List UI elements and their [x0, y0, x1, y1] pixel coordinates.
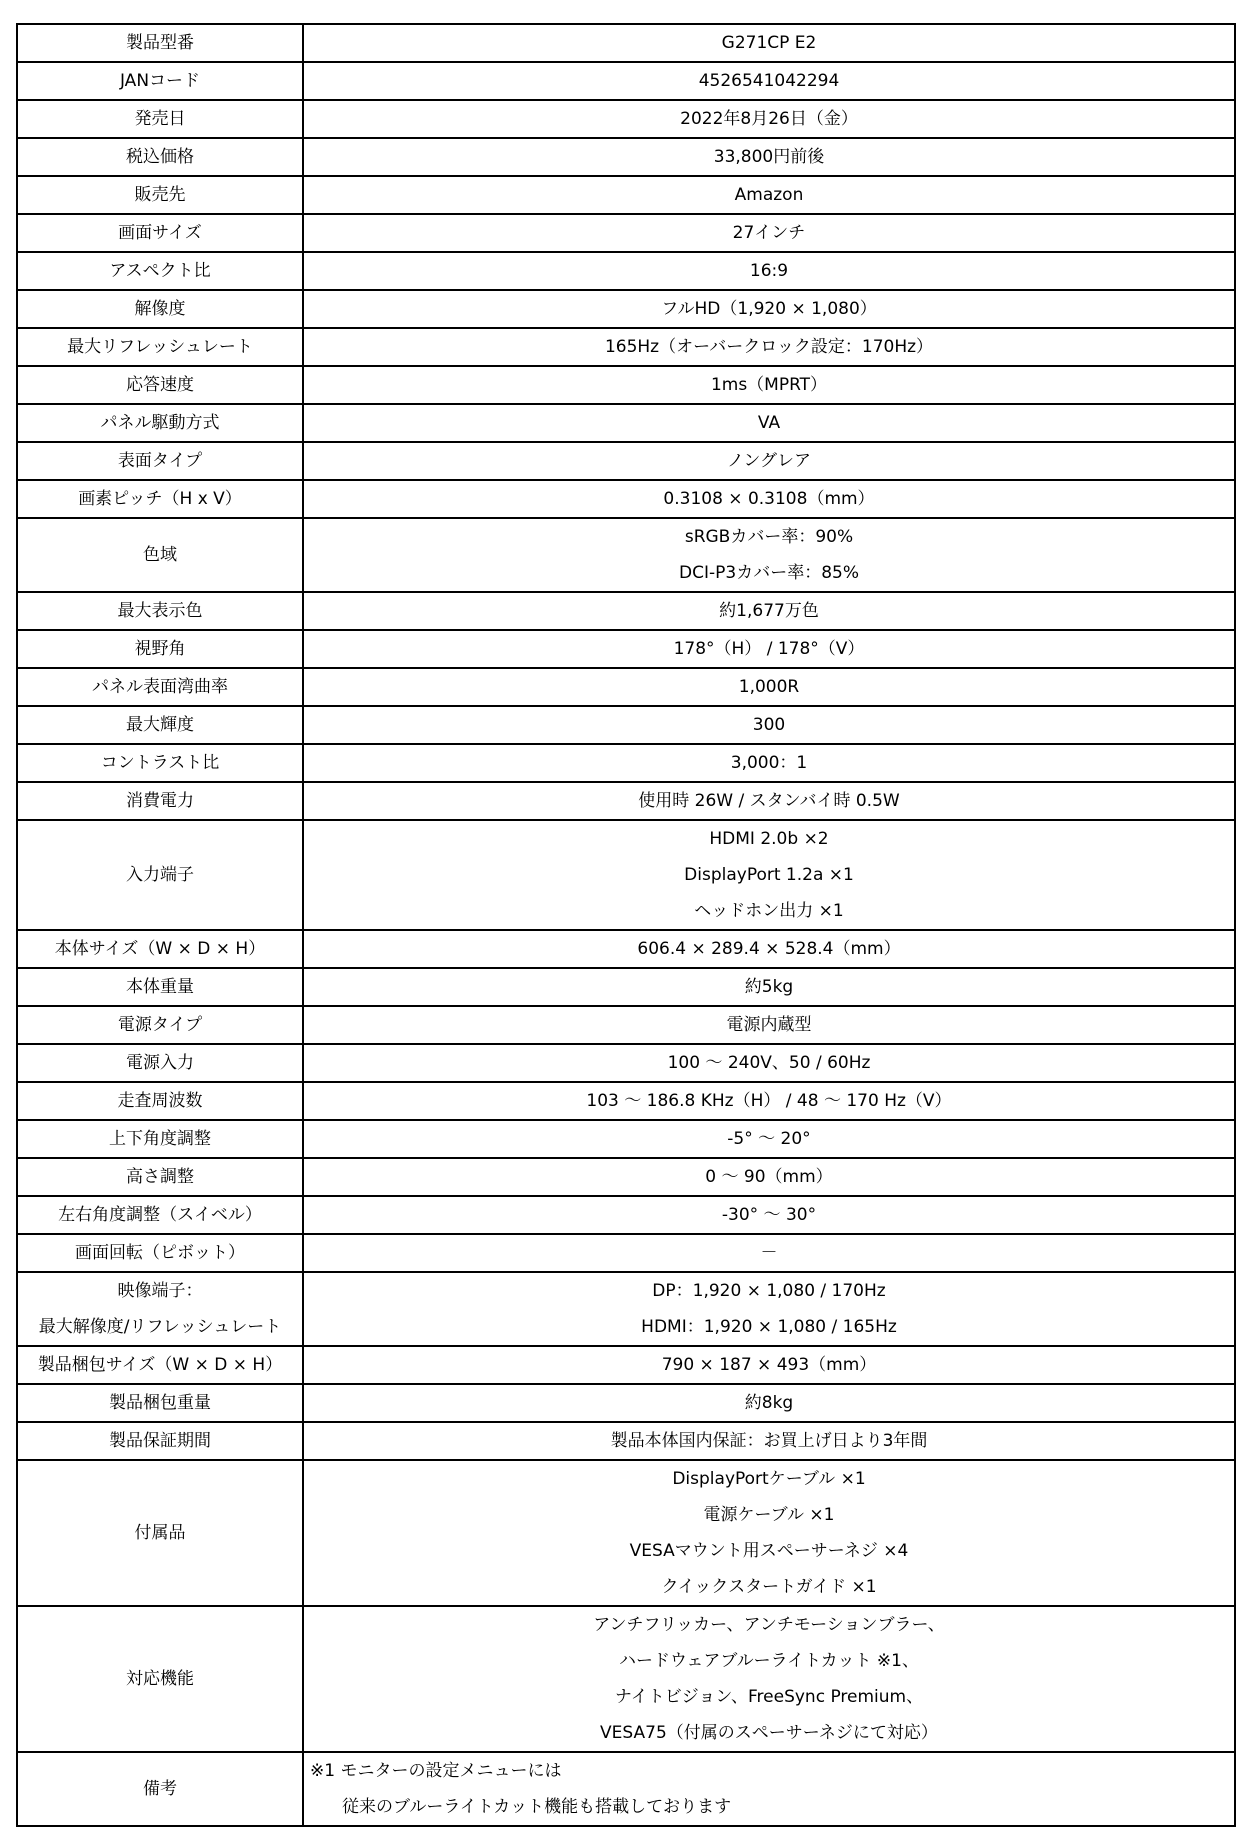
- spec-row: [17, 1272, 1235, 1346]
- spec-value: 165Hz（オーバークロック設定：170Hz）: [604, 337, 934, 357]
- spec-value: フルHD（1,920 × 1,080）: [661, 299, 877, 319]
- spec-value-cell: [303, 518, 1235, 592]
- spec-row: [17, 24, 1235, 62]
- spec-label-cell: [17, 1384, 303, 1422]
- spec-label: 本体重量: [126, 977, 194, 997]
- spec-value: 約5kg: [744, 977, 794, 997]
- spec-row: [17, 518, 1235, 592]
- spec-label-cell: [17, 1044, 303, 1082]
- spec-row: [17, 480, 1235, 518]
- spec-value-cell: [303, 1384, 1235, 1422]
- spec-row: [17, 290, 1235, 328]
- spec-label-cell: [17, 1196, 303, 1234]
- spec-label-cell: [17, 214, 303, 252]
- spec-value: -30° ～ 30°: [721, 1205, 817, 1225]
- spec-row: [17, 592, 1235, 630]
- spec-value: 790 × 187 × 493（mm）: [661, 1355, 877, 1375]
- spec-label: 製品梱包重量: [109, 1393, 211, 1413]
- spec-row: [17, 1006, 1235, 1044]
- spec-value: 使用時 26W / スタンバイ時 0.5W: [638, 791, 900, 811]
- spec-label-cell: [17, 252, 303, 290]
- spec-value: 27インチ: [732, 223, 806, 243]
- spec-value-cell: [303, 782, 1235, 820]
- spec-value-cell: [303, 630, 1235, 668]
- spec-row: [17, 62, 1235, 100]
- spec-label-cell: [17, 1460, 303, 1606]
- spec-value: HDMI 2.0b ×2: [709, 829, 829, 849]
- spec-value: 2022年8月26日（金）: [680, 109, 858, 129]
- spec-value-cell: [303, 668, 1235, 706]
- spec-label: 販売先: [134, 185, 186, 205]
- spec-value-cell: [303, 1158, 1235, 1196]
- spec-value-cell: [303, 480, 1235, 518]
- spec-label-cell: [17, 1082, 303, 1120]
- spec-value: VESAマウント用スペーサーネジ ×4: [629, 1541, 909, 1561]
- spec-value-cell: [303, 366, 1235, 404]
- spec-value-cell: [303, 1082, 1235, 1120]
- spec-row: [17, 1234, 1235, 1272]
- spec-label: 税込価格: [126, 147, 194, 167]
- spec-label: 消費電力: [126, 791, 194, 811]
- spec-value: ノングレア: [727, 451, 811, 471]
- spec-value-cell: [303, 1606, 1235, 1752]
- spec-row: [17, 1384, 1235, 1422]
- spec-label: 本体サイズ（W × D × H）: [54, 939, 266, 959]
- spec-label: 電源タイプ: [117, 1015, 203, 1035]
- spec-label: 製品梱包サイズ（W × D × H）: [37, 1355, 283, 1375]
- spec-label-cell: [17, 1234, 303, 1272]
- spec-row: [17, 328, 1235, 366]
- spec-row: [17, 214, 1235, 252]
- spec-label-cell: [17, 24, 303, 62]
- spec-value: 3,000：1: [730, 753, 808, 773]
- spec-value: 4526541042294: [698, 71, 840, 91]
- spec-value: 16:9: [749, 261, 789, 281]
- spec-row: [17, 1346, 1235, 1384]
- spec-label-cell: [17, 1158, 303, 1196]
- spec-row: [17, 820, 1235, 930]
- spec-value-cell: [303, 1006, 1235, 1044]
- spec-value-cell: [303, 706, 1235, 744]
- spec-row: [17, 1158, 1235, 1196]
- spec-label: 表面タイプ: [117, 451, 203, 471]
- spec-label-cell: [17, 100, 303, 138]
- spec-label-cell: [17, 968, 303, 1006]
- spec-value-cell: [303, 820, 1235, 930]
- spec-row: [17, 706, 1235, 744]
- spec-label: 左右角度調整（スイベル）: [58, 1205, 262, 1225]
- spec-label: 発売日: [134, 109, 186, 129]
- spec-row: [17, 176, 1235, 214]
- spec-label-cell: [17, 1752, 303, 1826]
- spec-row: [17, 442, 1235, 480]
- spec-value-cell: [303, 100, 1235, 138]
- spec-row: [17, 782, 1235, 820]
- spec-value: 100 ～ 240V、50 / 60Hz: [667, 1053, 871, 1073]
- spec-label: 画面サイズ: [118, 223, 202, 243]
- spec-row: [17, 668, 1235, 706]
- spec-value: 606.4 × 289.4 × 528.4（mm）: [637, 939, 901, 959]
- spec-value-cell: [303, 930, 1235, 968]
- spec-row: [17, 1460, 1235, 1606]
- spec-value-cell: [303, 442, 1235, 480]
- spec-label-cell: [17, 592, 303, 630]
- spec-value-cell: [303, 1044, 1235, 1082]
- spec-value-cell: [303, 1346, 1235, 1384]
- spec-value-cell: [303, 62, 1235, 100]
- spec-value: 0 ～ 90（mm）: [705, 1167, 833, 1187]
- spec-label: 画面回転（ピボット）: [75, 1243, 245, 1263]
- spec-value-cell: [303, 592, 1235, 630]
- spec-label: 付属品: [134, 1523, 186, 1543]
- spec-label-cell: [17, 930, 303, 968]
- spec-value: -5° ～ 20°: [727, 1129, 811, 1149]
- spec-row: [17, 1752, 1235, 1826]
- spec-value-cell: [303, 1196, 1235, 1234]
- spec-label: JANコード: [119, 71, 201, 91]
- spec-label-cell: [17, 138, 303, 176]
- spec-label: 入力端子: [126, 865, 194, 885]
- spec-value-cell: [303, 328, 1235, 366]
- spec-label: パネル表面湾曲率: [92, 677, 228, 697]
- spec-label: 高さ調整: [126, 1167, 194, 1187]
- spec-label-cell: [17, 328, 303, 366]
- spec-value: ハードウェアブルーライトカット ※1、: [619, 1651, 919, 1671]
- spec-value: 178°（H） / 178°（V）: [673, 639, 865, 659]
- spec-label: 最大表示色: [117, 601, 203, 621]
- spec-value: Amazon: [734, 185, 804, 205]
- spec-row: [17, 930, 1235, 968]
- spec-value-cell: [303, 1272, 1235, 1346]
- spec-value: DP：1,920 × 1,080 / 170Hz: [652, 1281, 886, 1301]
- spec-value: ※1 モニターの設定メニューには: [310, 1761, 562, 1781]
- spec-table: [16, 23, 1236, 1827]
- spec-value: DisplayPort 1.2a ×1: [684, 865, 854, 885]
- spec-value: VESA75（付属のスペーサーネジにて対応）: [600, 1723, 938, 1743]
- spec-label-cell: [17, 366, 303, 404]
- spec-label: 対応機能: [126, 1669, 194, 1689]
- spec-value: DCI-P3カバー率：85%: [679, 563, 859, 583]
- spec-row: [17, 404, 1235, 442]
- spec-label-cell: [17, 630, 303, 668]
- spec-label-cell: [17, 442, 303, 480]
- spec-row: [17, 252, 1235, 290]
- spec-row: [17, 1082, 1235, 1120]
- spec-label-cell: [17, 820, 303, 930]
- spec-label-cell: [17, 782, 303, 820]
- spec-label: 画素ピッチ（H x V）: [78, 489, 242, 509]
- spec-label-cell: [17, 1120, 303, 1158]
- spec-label-cell: [17, 290, 303, 328]
- spec-value-cell: [303, 1234, 1235, 1272]
- spec-value: ヘッドホン出力 ×1: [694, 901, 844, 921]
- spec-value: VA: [757, 413, 781, 433]
- spec-label-cell: [17, 1346, 303, 1384]
- spec-value: HDMI：1,920 × 1,080 / 165Hz: [641, 1317, 897, 1337]
- spec-label-cell: [17, 404, 303, 442]
- spec-value-cell: [303, 1460, 1235, 1606]
- spec-value: 1,000R: [738, 677, 800, 697]
- spec-label: 電源入力: [126, 1053, 194, 1073]
- spec-value-cell: [303, 968, 1235, 1006]
- spec-value: 約8kg: [744, 1393, 794, 1413]
- spec-label: アスペクト比: [109, 261, 211, 281]
- spec-label-cell: [17, 176, 303, 214]
- spec-value: sRGBカバー率：90%: [684, 527, 854, 547]
- spec-value-cell: [303, 138, 1235, 176]
- spec-value-cell: [303, 404, 1235, 442]
- spec-value: 1ms（MPRT）: [710, 375, 828, 395]
- spec-value: ナイトビジョン、FreeSync Premium、: [614, 1687, 924, 1707]
- spec-value: 300: [752, 715, 786, 735]
- spec-label: 色域: [143, 545, 177, 565]
- spec-value-cell: [303, 1752, 1235, 1826]
- spec-value: 製品本体国内保証：お買上げ日より3年間: [610, 1431, 928, 1451]
- spec-row: [17, 744, 1235, 782]
- spec-value: 約1,677万色: [719, 601, 819, 621]
- spec-value: アンチフリッカー、アンチモーションブラー、: [593, 1615, 945, 1635]
- spec-label: 最大リフレッシュレート: [67, 337, 253, 357]
- spec-value-cell: [303, 176, 1235, 214]
- spec-value-cell: [303, 24, 1235, 62]
- spec-row: [17, 1422, 1235, 1460]
- spec-label: 解像度: [134, 299, 186, 319]
- spec-label: 最大輝度: [126, 715, 194, 735]
- spec-value: G271CP E2: [721, 33, 817, 53]
- spec-label-cell: [17, 1422, 303, 1460]
- spec-row: [17, 366, 1235, 404]
- spec-label: 上下角度調整: [109, 1129, 211, 1149]
- spec-label-cell: [17, 62, 303, 100]
- spec-label-cell: [17, 1006, 303, 1044]
- spec-label-cell: [17, 744, 303, 782]
- spec-label-cell: [17, 480, 303, 518]
- spec-value: －: [760, 1243, 778, 1263]
- spec-value-cell: [303, 744, 1235, 782]
- spec-label: 備考: [143, 1779, 177, 1799]
- spec-value: 電源ケーブル ×1: [703, 1505, 835, 1525]
- spec-label: 製品保証期間: [109, 1431, 211, 1451]
- spec-value: 0.3108 × 0.3108（mm）: [663, 489, 875, 509]
- spec-row: [17, 1120, 1235, 1158]
- spec-value: 33,800円前後: [713, 147, 825, 167]
- spec-label-cell: [17, 518, 303, 592]
- spec-value: 従来のブルーライトカット機能も搭載しております: [342, 1797, 732, 1817]
- spec-value: DisplayPortケーブル ×1: [672, 1469, 866, 1489]
- spec-row: [17, 968, 1235, 1006]
- spec-label: コントラスト比: [100, 753, 220, 773]
- spec-value-cell: [303, 214, 1235, 252]
- spec-label: パネル駆動方式: [100, 413, 220, 433]
- spec-label: 応答速度: [126, 375, 194, 395]
- spec-value: クイックスタートガイド ×1: [661, 1577, 877, 1597]
- spec-label-cell: [17, 706, 303, 744]
- spec-label-cell: [17, 1272, 303, 1346]
- spec-row: [17, 100, 1235, 138]
- spec-value-cell: [303, 1422, 1235, 1460]
- spec-label: 最大解像度/リフレッシュレート: [38, 1317, 282, 1337]
- spec-table-body: [17, 24, 1235, 1826]
- spec-row: [17, 1044, 1235, 1082]
- spec-label-cell: [17, 1606, 303, 1752]
- spec-row: [17, 1606, 1235, 1752]
- spec-label-cell: [17, 668, 303, 706]
- spec-value: 電源内蔵型: [726, 1015, 812, 1035]
- spec-label: 走査周波数: [117, 1091, 203, 1111]
- spec-value: 103 ～ 186.8 KHz（H） / 48 ～ 170 Hz（V）: [586, 1091, 952, 1111]
- spec-row: [17, 138, 1235, 176]
- spec-value-cell: [303, 290, 1235, 328]
- spec-label: 視野角: [134, 639, 186, 659]
- spec-label: 映像端子：: [117, 1281, 203, 1301]
- spec-value-cell: [303, 252, 1235, 290]
- spec-row: [17, 1196, 1235, 1234]
- spec-row: [17, 630, 1235, 668]
- spec-value-cell: [303, 1120, 1235, 1158]
- spec-label: 製品型番: [126, 33, 194, 53]
